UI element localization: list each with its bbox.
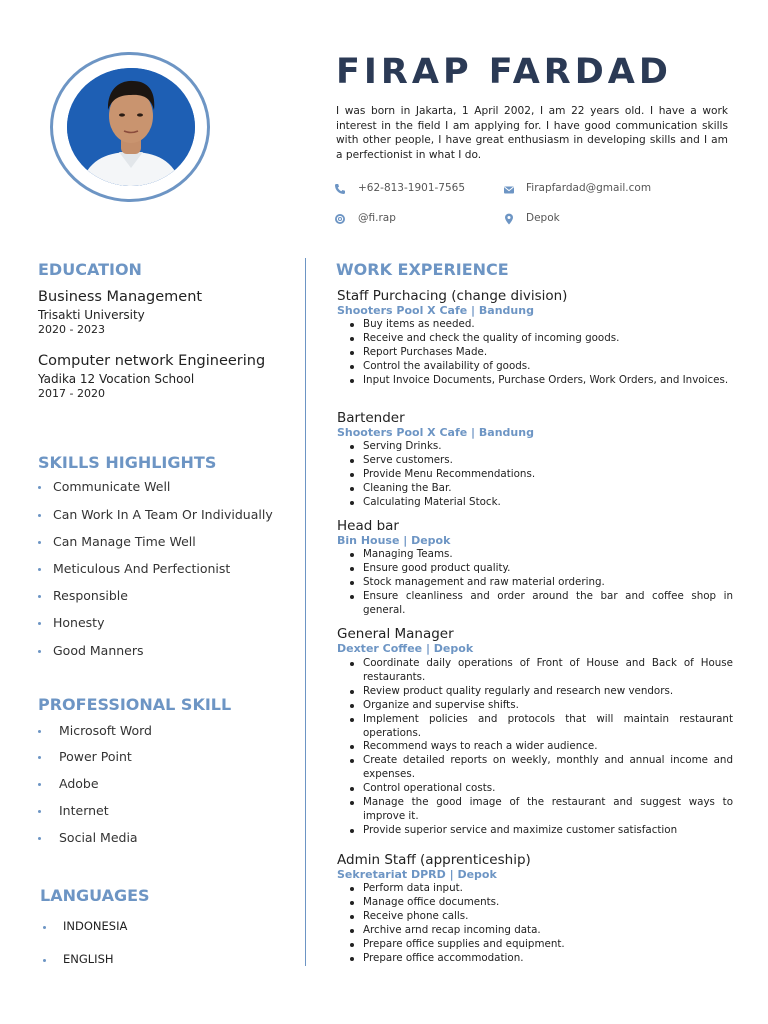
bullet-dot [43,926,46,929]
duty-item: Ensure good product quality. [338,562,733,576]
duty-item: Control the availability of goods. [338,360,733,374]
duty-item: Provide superior service and maximize customer satisfaction [338,824,733,838]
education-years: 2017 - 2020 [38,387,105,400]
candidate-name: FIRAP FARDAD [336,52,672,92]
duty-item: Managing Teams. [338,548,733,562]
job-duties-list [338,318,733,388]
phone-icon [334,183,346,195]
duty-item: Manage the good image of the restaurant and suggest ways to improve it. [338,796,733,824]
job-company: Bin House | Depok [337,534,451,547]
skill-item: Responsible [53,588,128,603]
profile-photo [67,68,195,186]
bullet-dot [38,486,41,489]
languages-heading: LANGUAGES [40,886,150,905]
skill-item: Can Manage Time Well [53,534,196,549]
job-company: Dexter Coffee | Depok [337,642,474,655]
job-duties-list [338,548,733,618]
education-school: Trisakti University [38,308,145,322]
bullet-dot [43,959,46,962]
duty-item: Prepare office accommodation. [338,952,733,966]
column-divider [305,258,306,966]
job-title: Bartender [337,410,405,426]
duty-item: Calculating Material Stock. [338,496,733,510]
duty-item: Archive arnd recap incoming data. [338,924,733,938]
job-company: Shooters Pool X Cafe | Bandung [337,304,534,317]
language-item: ENGLISH [63,952,114,966]
duty-item: Prepare office supplies and equipment. [338,938,733,952]
professional-skill-item: Microsoft Word [59,723,152,738]
skill-item: Meticulous And Perfectionist [53,561,231,576]
duty-item: Implement policies and protocols that will maintain restaurant operations. [338,713,733,741]
duty-item: Input Invoice Documents, Purchase Orders, Work Orders, and Invoices. [338,374,733,388]
duty-item: Perform data input. [338,882,733,896]
bullet-dot [38,837,41,840]
professional-skill-item: Power Point [59,749,132,764]
bullet-dot [38,514,41,517]
professional-skill-item: Social Media [59,830,138,845]
duty-item: Cleaning the Bar. [338,482,733,496]
bullet-dot [38,622,41,625]
location-pin-icon [503,213,515,225]
duty-item: Buy items as needed. [338,318,733,332]
education-heading: EDUCATION [38,260,142,279]
work-experience-heading: WORK EXPERIENCE [336,260,509,279]
person-photo-illustration [67,68,195,186]
duty-item: Recommend ways to reach a wider audience. [338,740,733,754]
job-duties-list [338,882,733,965]
duty-item: Review product quality regularly and research new vendors. [338,685,733,699]
job-company: Shooters Pool X Cafe | Bandung [337,426,534,439]
job-title: General Manager [337,626,454,642]
duty-item: Stock management and raw material ordering. [338,576,733,590]
bullet-dot [38,756,41,759]
skills-heading: SKILLS HIGHLIGHTS [38,453,217,472]
skill-item: Can Work In A Team Or Individually [53,507,273,522]
job-company: Sekretariat DPRD | Depok [337,868,497,881]
bullet-dot [38,568,41,571]
duty-item: Provide Menu Recommendations. [338,468,733,482]
bio-paragraph: I was born in Jakarta, 1 April 2002, I am 22 years old. I have a work interest in the field I am applying for. I have good communication skills with other people, I have great enthusiasm in developing skills and I am a perfectionist in what I do. [336,105,728,161]
duty-item: Ensure cleanliness and order around the bar and coffee shop in general. [338,590,733,618]
job-title: Staff Purchacing (change division) [337,288,568,304]
bullet-dot [38,783,41,786]
duty-item: Receive and check the quality of incoming goods. [338,332,733,346]
job-title: Head bar [337,518,399,534]
duty-item: Serving Drinks. [338,440,733,454]
skill-item: Good Manners [53,643,144,658]
duty-item: Organize and supervise shifts. [338,699,733,713]
bullet-dot [38,541,41,544]
education-years: 2020 - 2023 [38,323,105,336]
contact-email[interactable]: Firapfardad@gmail.com [526,182,652,194]
bullet-dot [38,810,41,813]
bullet-dot [38,650,41,653]
job-title: Admin Staff (apprenticeship) [337,852,531,868]
duty-item: Control operational costs. [338,782,733,796]
education-degree: Business Management [38,289,203,305]
duty-item: Coordinate daily operations of Front of House and Back of House restaurants. [338,657,733,685]
job-duties-list [338,657,733,838]
education-school: Yadika 12 Vocation School [38,372,195,386]
bullet-dot [38,730,41,733]
duty-item: Manage office documents. [338,896,733,910]
instagram-icon [334,213,346,225]
professional-skill-item: Internet [59,803,109,818]
skill-item: Communicate Well [53,479,171,494]
job-duties-list [338,440,733,510]
bullet-dot [38,595,41,598]
contact-location: Depok [526,212,560,224]
duty-item: Receive phone calls. [338,910,733,924]
duty-item: Create detailed reports on weekly, monthly and annual income and expenses. [338,754,733,782]
professional-skill-heading: PROFESSIONAL SKILL [38,695,232,714]
professional-skill-item: Adobe [59,776,99,791]
contact-social[interactable]: @fi.rap [358,212,396,224]
education-degree: Computer network Engineering [38,353,266,369]
duty-item: Serve customers. [338,454,733,468]
contact-phone[interactable]: +62-813-1901-7565 [358,182,466,194]
skill-item: Honesty [53,615,105,630]
mail-icon [503,184,515,196]
language-item: INDONESIA [63,919,128,933]
duty-item: Report Purchases Made. [338,346,733,360]
